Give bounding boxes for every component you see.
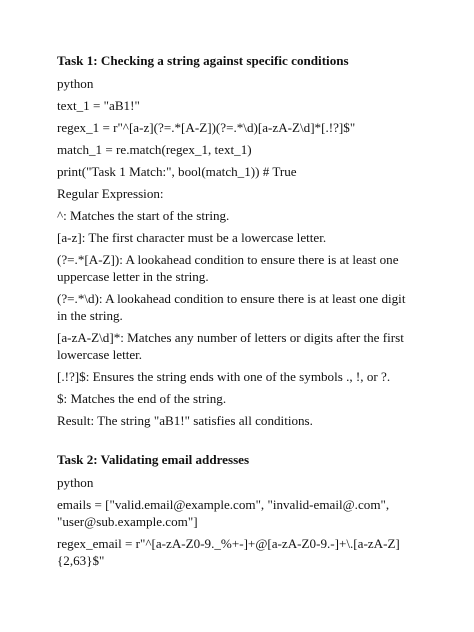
task1-explanation: ^: Matches the start of the string. bbox=[57, 208, 230, 223]
task1-explanation: [a-zA-Z\d]*: Matches any number of letters or digits after the first lowercase letter. bbox=[57, 330, 404, 362]
task1-explanation: (?=.*[A-Z]): A lookahead condition to ensure there is at least one uppercase letter in the string. bbox=[57, 252, 399, 284]
task2-heading: Task 2: Validating email addresses bbox=[57, 452, 250, 467]
task1-explanation: (?=.*\d): A lookahead condition to ensure there is at least one digit in the string. bbox=[57, 291, 406, 323]
task1-explanation: [a-z]: The first character must be a lowercase letter. bbox=[57, 230, 327, 245]
task1-regex-label: Regular Expression: bbox=[57, 186, 164, 201]
task1-language-label: python bbox=[57, 76, 94, 91]
task1-code-line: match_1 = re.match(regex_1, text_1) bbox=[57, 142, 252, 157]
task1-explanation: $: Matches the end of the string. bbox=[57, 391, 227, 406]
task1-code-line: print("Task 1 Match:", bool(match_1)) # True bbox=[57, 164, 297, 179]
task2-language-label: python bbox=[57, 475, 94, 490]
task1-result: Result: The string "aB1!" satisfies all conditions. bbox=[57, 413, 313, 428]
task2-code-line: emails = ["valid.email@example.com", "invalid-email@.com", "user@sub.example.com"] bbox=[57, 497, 390, 529]
task1-code-line: text_1 = "aB1!" bbox=[57, 98, 140, 113]
task1-heading: Task 1: Checking a string against specific conditions bbox=[57, 53, 349, 68]
task2-code-line: regex_email = r"^[a-zA-Z0-9._%+-]+@[a-zA-Z0-9.-]+\.[a-zA-Z]{2,63}$" bbox=[57, 536, 400, 568]
document-content bbox=[57, 52, 417, 574]
task1-explanation: [.!?]$: Ensures the string ends with one of the symbols ., !, or ?. bbox=[57, 369, 391, 384]
task1-code-line: regex_1 = r"^[a-z](?=.*[A-Z])(?=.*\d)[a-zA-Z\d]*[.!?]$" bbox=[57, 120, 356, 135]
